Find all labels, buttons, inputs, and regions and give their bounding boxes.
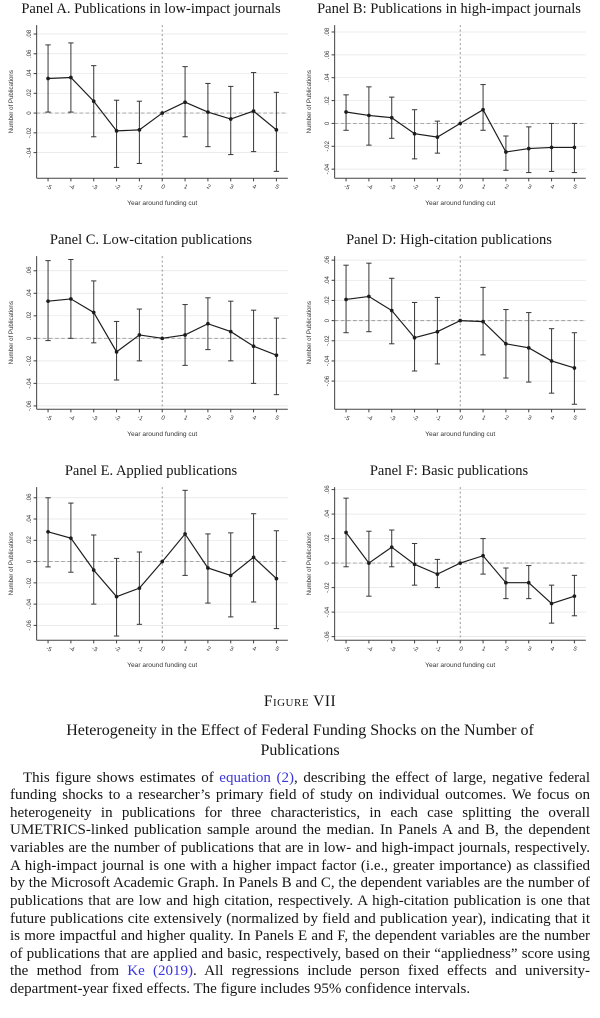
svg-text:0: 0 — [324, 318, 332, 323]
svg-text:2: 2 — [205, 644, 212, 653]
svg-text:-.02: -.02 — [26, 355, 34, 366]
svg-text:-4: -4 — [365, 413, 374, 423]
figure-caption — [10, 770, 590, 999]
svg-text:0: 0 — [324, 561, 332, 565]
panel-a-title: Panel A. Publications in low-impact journals — [21, 1, 281, 17]
svg-text:-5: -5 — [342, 644, 351, 654]
svg-text:Year around funding cut: Year around funding cut — [127, 430, 198, 438]
svg-text:.06: .06 — [26, 493, 34, 502]
svg-text:-1: -1 — [434, 182, 443, 192]
panel-d-chart — [304, 250, 594, 440]
svg-text:.04: .04 — [26, 288, 34, 298]
svg-text:-.02: -.02 — [324, 581, 332, 593]
panel-b-title: Panel B: Publications in high-impact journals — [317, 1, 581, 17]
svg-text:.04: .04 — [324, 275, 332, 285]
panel-d — [304, 233, 594, 440]
svg-text:-1: -1 — [136, 413, 145, 423]
panel-e-title: Panel E. Applied publications — [64, 462, 238, 479]
svg-text:3: 3 — [526, 644, 533, 653]
svg-text:.04: .04 — [324, 509, 332, 518]
svg-text:1: 1 — [480, 414, 487, 422]
panel-c — [6, 233, 296, 440]
svg-text:.04: .04 — [26, 69, 34, 78]
svg-text:-4: -4 — [67, 644, 76, 654]
svg-text:-.04: -.04 — [26, 377, 34, 389]
svg-text:-.02: -.02 — [26, 127, 34, 139]
svg-text:.02: .02 — [26, 311, 34, 320]
svg-text:0: 0 — [26, 111, 34, 115]
svg-text:-.06: -.06 — [26, 619, 34, 631]
svg-text:1: 1 — [480, 644, 487, 653]
svg-text:-1: -1 — [136, 644, 145, 654]
panel-c-chart — [6, 250, 296, 440]
svg-text:-.06: -.06 — [324, 375, 332, 387]
svg-text:Year around funding cut: Year around funding cut — [425, 199, 496, 207]
svg-text:5: 5 — [274, 183, 281, 191]
svg-text:3: 3 — [228, 644, 235, 653]
svg-text:2: 2 — [205, 183, 212, 191]
svg-text:0: 0 — [26, 336, 34, 340]
svg-text:-2: -2 — [113, 413, 122, 423]
caption-text: This figure shows estimates of — [23, 769, 220, 786]
svg-text:4: 4 — [251, 644, 258, 653]
svg-text:0: 0 — [457, 644, 464, 653]
svg-text:1: 1 — [182, 183, 189, 191]
panel-f-title: Panel F: Basic publications — [369, 462, 529, 479]
svg-text:Year around funding cut: Year around funding cut — [425, 661, 496, 669]
svg-text:-.06: -.06 — [26, 400, 34, 411]
svg-text:-4: -4 — [67, 182, 76, 192]
svg-text:3: 3 — [526, 183, 533, 191]
svg-text:.06: .06 — [26, 266, 34, 275]
svg-text:5: 5 — [274, 644, 281, 653]
svg-text:.08: .08 — [324, 27, 332, 37]
ke-2019-link[interactable]: Ke (2019) — [127, 963, 194, 980]
svg-text:-2: -2 — [113, 644, 122, 654]
svg-text:-.04: -.04 — [26, 598, 34, 610]
svg-text:-.06: -.06 — [324, 631, 332, 642]
svg-text:Year around funding cut: Year around funding cut — [127, 199, 198, 207]
svg-text:-.02: -.02 — [26, 577, 34, 588]
svg-text:-.02: -.02 — [324, 335, 332, 346]
figure-title: Heterogeneity in the Effect of Federal Funding Shocks on the Number of Publications — [66, 721, 534, 759]
svg-text:-5: -5 — [44, 413, 53, 423]
svg-text:5: 5 — [274, 414, 281, 422]
svg-text:-3: -3 — [388, 182, 397, 192]
svg-text:.06: .06 — [324, 484, 332, 494]
svg-text:.02: .02 — [26, 88, 34, 98]
svg-text:-3: -3 — [388, 413, 397, 423]
svg-text:-4: -4 — [365, 182, 374, 192]
svg-text:2: 2 — [205, 414, 212, 422]
svg-text:2: 2 — [503, 414, 510, 422]
svg-text:5: 5 — [572, 183, 579, 191]
svg-text:.02: .02 — [324, 296, 332, 305]
svg-text:-5: -5 — [44, 644, 53, 654]
svg-text:-.04: -.04 — [26, 147, 34, 158]
svg-text:.06: .06 — [26, 49, 34, 58]
svg-text:0: 0 — [457, 183, 464, 191]
svg-text:2: 2 — [503, 644, 510, 653]
caption-text: . All regressions include person fixed effects and university-department-year fixed effects. The figure includes 95% confidence intervals. — [10, 963, 590, 998]
svg-text:-5: -5 — [44, 182, 53, 192]
svg-text:.02: .02 — [26, 535, 34, 545]
panel-c-title: Panel C. Low-citation publications — [49, 231, 253, 248]
svg-text:1: 1 — [182, 414, 189, 422]
svg-text:-.04: -.04 — [324, 163, 332, 175]
panel-b-chart — [304, 19, 594, 209]
svg-text:Number of Publications: Number of Publications — [8, 70, 16, 134]
svg-text:-5: -5 — [342, 182, 351, 192]
svg-text:1: 1 — [182, 644, 189, 653]
svg-text:Year around funding cut: Year around funding cut — [425, 430, 496, 438]
svg-text:1: 1 — [480, 183, 487, 191]
equation-2-link[interactable]: equation (2) — [219, 769, 295, 786]
svg-text:0: 0 — [159, 644, 166, 653]
svg-text:Number of Publications: Number of Publications — [306, 531, 314, 595]
panel-a-chart — [6, 19, 296, 209]
svg-text:.08: .08 — [26, 29, 34, 39]
svg-text:5: 5 — [572, 644, 579, 653]
panel-f — [304, 464, 594, 671]
svg-text:-3: -3 — [388, 644, 397, 654]
svg-text:-1: -1 — [434, 413, 443, 423]
svg-text:0: 0 — [159, 414, 166, 422]
svg-text:4: 4 — [251, 414, 258, 422]
svg-text:Number of Publications: Number of Publications — [306, 70, 314, 134]
svg-text:-2: -2 — [411, 644, 420, 654]
svg-text:-2: -2 — [411, 413, 420, 423]
svg-text:.06: .06 — [324, 50, 332, 60]
svg-text:.04: .04 — [26, 514, 34, 523]
svg-text:.02: .02 — [324, 96, 332, 105]
svg-text:-.04: -.04 — [324, 606, 332, 618]
caption-text: , describing the effect of large, negative federal funding shocks to a researcher’s primary field of study on individual outcomes. We focus on heterogeneity in publications for three characteristics, in each case splitting the overall UMETRICS-linked publication sample around the median. In Panels A and B, the dependent variables are the number of publications that are in low- and high-impact journals, respectively. A high-impact journal is one with a higher impact factor (i.e., greater importance) as classified by the Microsoft Academic Graph. In Panels B and C, the dependent variables are the number of publications that are low and high citation, respectively. A high-citation publication is one that future publications cite extensively (normalized by field and publication year), indicating that it is more impactful and higher quality. In Panels E and F, the dependent variables are the number of publications that are applied and basic, respectively, based on their “appliedness” score using the method from — [10, 769, 591, 980]
svg-text:-4: -4 — [365, 644, 374, 654]
svg-text:4: 4 — [251, 183, 258, 191]
svg-text:3: 3 — [228, 414, 235, 422]
svg-text:2: 2 — [503, 183, 510, 191]
svg-text:-4: -4 — [67, 413, 76, 423]
figure-label: Figure VII — [263, 692, 337, 710]
svg-text:-5: -5 — [342, 413, 351, 423]
svg-text:0: 0 — [26, 559, 34, 563]
panel-e — [6, 464, 296, 671]
svg-text:3: 3 — [526, 414, 533, 422]
svg-text:-1: -1 — [434, 644, 443, 654]
panel-d-title: Panel D: High-citation publications — [346, 231, 552, 248]
svg-text:.06: .06 — [324, 255, 332, 265]
svg-text:0: 0 — [457, 414, 464, 422]
panel-f-chart — [304, 481, 594, 671]
svg-text:-3: -3 — [90, 413, 99, 423]
svg-text:Year around funding cut: Year around funding cut — [127, 661, 198, 669]
svg-text:.02: .02 — [324, 533, 332, 543]
svg-text:-3: -3 — [90, 182, 99, 192]
svg-text:3: 3 — [228, 183, 235, 191]
panel-grid — [0, 2, 600, 671]
svg-text:Number of Publications: Number of Publications — [8, 300, 16, 365]
svg-text:Number of Publications: Number of Publications — [306, 300, 314, 365]
svg-text:-.04: -.04 — [324, 355, 332, 366]
svg-text:4: 4 — [549, 183, 556, 191]
panel-e-chart — [6, 481, 296, 671]
svg-text:.04: .04 — [324, 73, 332, 82]
svg-text:5: 5 — [572, 414, 579, 422]
svg-text:4: 4 — [549, 644, 556, 653]
panel-a — [6, 2, 296, 209]
svg-text:0: 0 — [324, 121, 332, 126]
svg-text:-2: -2 — [113, 182, 122, 192]
svg-text:-3: -3 — [90, 644, 99, 654]
svg-text:Number of Publications: Number of Publications — [8, 531, 16, 595]
svg-text:-.02: -.02 — [324, 140, 332, 152]
svg-text:0: 0 — [159, 183, 166, 191]
svg-text:-2: -2 — [411, 182, 420, 192]
svg-text:4: 4 — [549, 414, 556, 422]
svg-text:-1: -1 — [136, 182, 145, 192]
panel-b — [304, 2, 594, 209]
